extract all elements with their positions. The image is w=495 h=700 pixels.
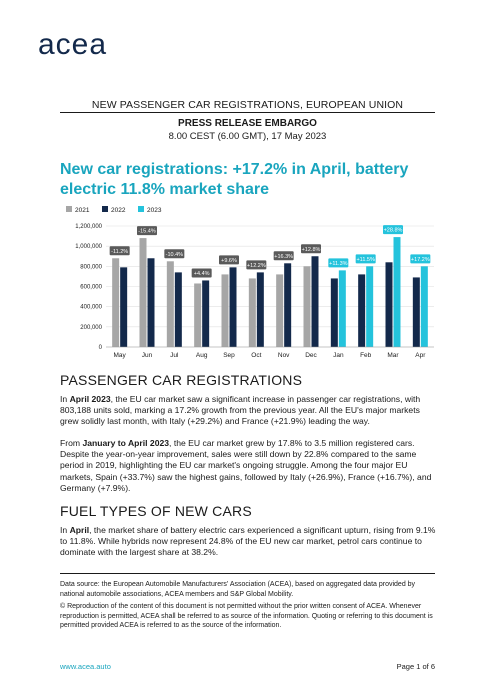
bar-2021-Jul xyxy=(167,261,174,347)
page-title xyxy=(60,160,440,200)
section-title-fuel-types: FUEL TYPES OF NEW CARS xyxy=(60,503,252,519)
paragraph-april: In April 2023, the EU car market saw a significant increase in passenger car registrations, with 803,188 units sold, marking a 17.2% growth from the previous year. All the EU's major markets grew solidly last month, with Italy (+29.2%) and France (+21.9%) leading the way. xyxy=(60,394,421,427)
bar-2023-Apr xyxy=(421,266,428,347)
bar-2021-Dec xyxy=(304,266,311,347)
bar-2022-Apr xyxy=(413,277,420,347)
legend-label-2023: 2023 xyxy=(147,207,162,214)
change-label: +17.2% xyxy=(410,256,430,263)
change-label: +4.4% xyxy=(193,270,210,277)
header-divider xyxy=(60,112,435,113)
x-tick-label: Sep xyxy=(223,352,235,359)
x-tick-label: Nov xyxy=(277,352,290,359)
x-tick-label: Oct xyxy=(251,352,262,359)
logo-text: acea xyxy=(38,28,108,61)
report-header: NEW PASSENGER CAR REGISTRATIONS, EUROPEAN UNION xyxy=(91,99,404,111)
y-tick-label: 0 xyxy=(98,345,102,351)
y-tick-label: 1,200,000 xyxy=(75,224,102,230)
change-label: -11.2% xyxy=(111,248,129,255)
bar-2022-Jul xyxy=(175,272,182,347)
x-tick-label: Jan xyxy=(333,352,344,359)
bar-2022-Oct xyxy=(257,272,264,347)
change-label: +11.5% xyxy=(356,256,375,263)
bar-2021-Jun xyxy=(140,238,147,347)
x-tick-label: Jul xyxy=(170,352,179,359)
bar-2021-Oct xyxy=(249,278,256,347)
legend-swatch-2023 xyxy=(138,206,144,212)
x-tick-label: Apr xyxy=(415,352,426,359)
x-tick-label: Mar xyxy=(387,352,399,359)
change-label: +16.3% xyxy=(274,253,294,260)
change-label: +9.6% xyxy=(221,257,237,264)
bar-2023-Jan xyxy=(339,270,346,347)
change-label: +12.2% xyxy=(246,262,266,269)
footnote-divider xyxy=(60,573,435,574)
bar-2022-Aug xyxy=(202,280,209,347)
footnote-source: Data source: the European Automobile Manufacturers' Association (ACEA), based on aggregated data provided by national automobile associations, ACEA members and S&P Global Mobility. xyxy=(60,581,416,598)
footnote-copyright: © Reproduction of the content of this document is not permitted without the prior written consent of ACEA. Whenever reproduction is permitted, ACEA shall be referred to as source of the information. Quoting or referring to this document is permitted provided ACEA is referred to as the source of the information. xyxy=(60,603,433,629)
y-tick-label: 400,000 xyxy=(80,304,102,311)
y-tick-label: 800,000 xyxy=(80,264,102,271)
change-label: +28.8% xyxy=(383,227,403,234)
acea-logo xyxy=(38,28,128,62)
bar-2022-May xyxy=(120,267,127,347)
bar-2023-Mar xyxy=(394,237,401,347)
y-tick-label: 600,000 xyxy=(80,284,102,291)
bar-2022-Jun xyxy=(148,258,155,347)
registrations-bar-chart xyxy=(60,202,438,362)
bar-2022-Mar xyxy=(386,262,393,347)
y-tick-label: 200,000 xyxy=(80,324,102,331)
embargo-title: PRESS RELEASE EMBARGO xyxy=(178,118,317,129)
section-title-registrations: PASSENGER CAR REGISTRATIONS xyxy=(60,372,303,388)
footer-website-link[interactable]: www.acea.auto xyxy=(60,662,111,671)
bar-2021-Aug xyxy=(194,283,201,347)
legend-swatch-2022 xyxy=(102,206,108,212)
emphasis-april-2023: April 2023 xyxy=(69,394,111,404)
change-label: -10.4% xyxy=(165,251,184,258)
x-tick-label: Dec xyxy=(305,352,317,359)
paragraph-fuel-types: In April, the market share of battery electric cars experienced a significant upturn, rising from 9.1% to 11.8%. While hybrids now represent 24.8% of the EU new car market, petrol cars continue to dominate with the largest share at 38.2%. xyxy=(60,525,436,558)
footer-page-number: Page 1 of 6 xyxy=(396,662,435,671)
change-label: +11.3% xyxy=(329,260,348,267)
x-tick-label: Jun xyxy=(141,352,153,359)
paragraph-ytd: From January to April 2023, the EU car market grew by 17.8% to 3.5 million registered cars. Despite the year-on-year improvement, sales were still down by 22.8% compared to the same period in 2019, highlighting the EU car market's ongoing struggle. Among the four major EU markets, Spain (+33.7%) saw the highest gains, followed by Italy (+26.9%), France (+16.7%), and Germany (+7.9%). xyxy=(60,438,432,493)
legend-swatch-2021 xyxy=(66,206,72,212)
bar-2023-Feb xyxy=(366,266,373,347)
embargo-date: 8.00 CEST (6.00 GMT), 17 May 2023 xyxy=(168,131,327,142)
change-label: +12.8% xyxy=(301,246,321,253)
bar-2022-Feb xyxy=(358,274,365,347)
page-title-line2: electric 11.8% market share xyxy=(60,181,270,198)
bar-2022-Jan xyxy=(331,278,338,347)
bar-2021-Nov xyxy=(276,274,283,347)
bar-2022-Sep xyxy=(230,267,237,347)
legend-label-2021: 2021 xyxy=(75,207,90,214)
x-tick-label: Feb xyxy=(360,352,372,359)
bar-2021-Sep xyxy=(222,274,229,347)
bar-2022-Nov xyxy=(284,263,291,347)
emphasis-april: April xyxy=(69,525,90,535)
x-tick-label: Aug xyxy=(195,352,208,359)
change-label: -15.4% xyxy=(138,228,156,235)
legend-label-2022: 2022 xyxy=(111,207,126,214)
y-tick-label: 1,000,000 xyxy=(75,244,102,251)
page-title-line1: New car registrations: +17.2% in April, battery xyxy=(60,161,409,178)
bar-2021-May xyxy=(112,258,119,347)
bar-2022-Dec xyxy=(312,256,319,347)
x-tick-label: May xyxy=(113,352,126,359)
emphasis-jan-apr-2023: January to April 2023 xyxy=(82,438,170,448)
